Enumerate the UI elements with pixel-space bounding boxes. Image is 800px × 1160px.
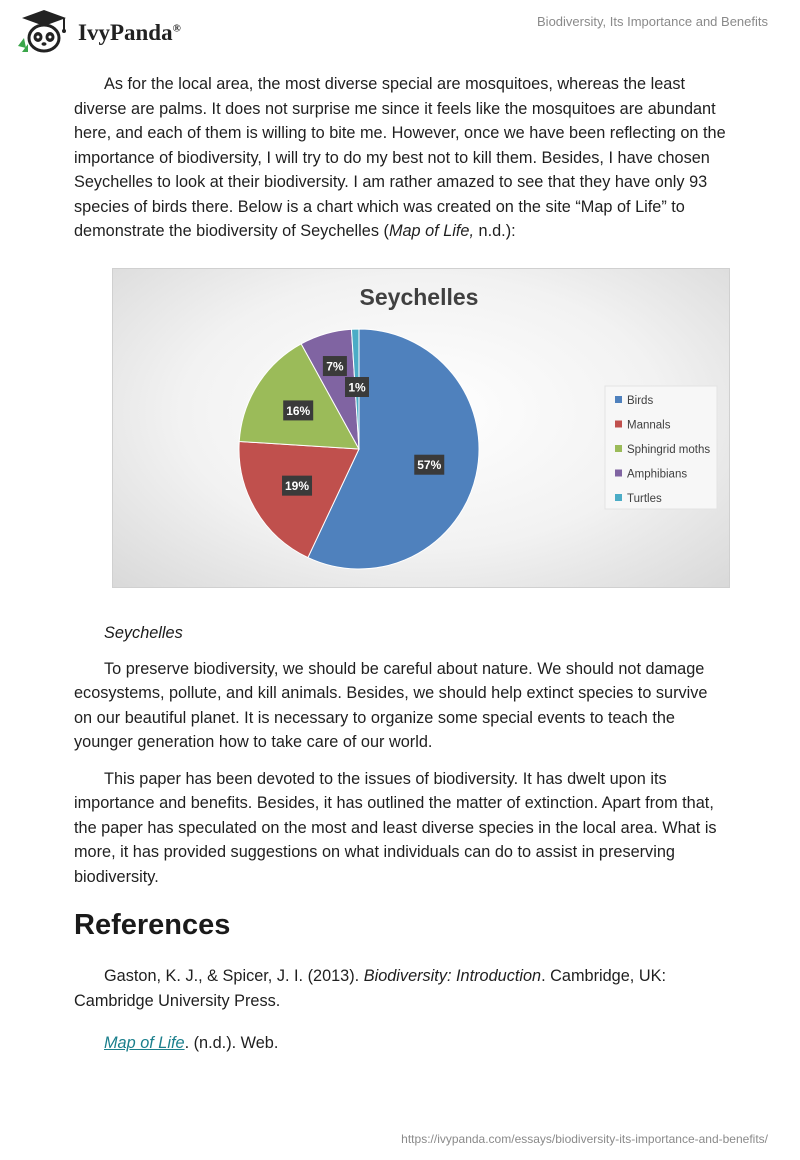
- references-heading: References: [74, 909, 231, 941]
- paragraph-3: This paper has been devoted to the issues of biodiversity. It has dwelt upon its importance and benefits. Besides, it has outlined the matter of extinction. Apart from that, the paper has speculated on the most and least diverse species in the local area. What is more, it has provided suggestions on what individuals can do to assist in preserving biodiversity.: [74, 769, 717, 886]
- data-label-amphibians: [323, 356, 347, 376]
- data-label-sphingrid-moths: [283, 400, 313, 420]
- chart-legend: [605, 386, 717, 509]
- paragraph-1-citation: Map of Life,: [388, 222, 475, 240]
- legend-swatch-birds: [615, 396, 622, 403]
- legend-swatch-turtles: [615, 494, 622, 501]
- document-title: Biodiversity, Its Importance and Benefits: [537, 14, 768, 29]
- paragraph-1-end: n.d.):: [474, 222, 516, 240]
- reference-1-rest: . Cambridge, UK: Cambridge University Press.: [74, 967, 666, 1010]
- paragraph-2: To preserve biodiversity, we should be careful about nature. We should not damage ecosystems, pollute, and kill animals. Besides, we should help extinct species to survive on our beautiful planet. It is necessary to organize some special events to teach the younger generation how to take care of our world.: [74, 659, 708, 751]
- paragraph-1: [74, 72, 730, 244]
- data-label-text: 16%: [286, 403, 311, 418]
- pie-chart-svg: [113, 269, 729, 587]
- seychelles-chart: [112, 268, 730, 588]
- reference-2: [74, 1031, 730, 1056]
- reference-1: [74, 964, 730, 1013]
- reference-1-authors: Gaston, K. J., & Spicer, J. I. (2013).: [104, 967, 364, 985]
- data-label-text: 1%: [348, 380, 366, 394]
- legend-label-amphibians: Amphibians: [627, 468, 688, 480]
- data-label-text: 57%: [417, 457, 442, 472]
- legend-swatch-mannals: [615, 420, 622, 427]
- figure-caption: Seychelles: [104, 623, 183, 642]
- reference-1-title: Biodiversity: Introduction: [363, 967, 542, 985]
- data-label-birds: [414, 454, 444, 474]
- legend-label-mannals: Mannals: [627, 419, 671, 431]
- chart-title: Seychelles: [359, 283, 479, 310]
- legend-swatch-amphibians: [615, 469, 622, 476]
- legend-label-birds: Birds: [627, 394, 654, 407]
- paragraph-1-text: As for the local area, the most diverse special are mosquitoes, whereas the least diverse are palms. It does not surprise me since it feels like the mosquitoes are abundant here, and each of them is willing to bite me. However, once we have been reflecting on the importance of biodiversity, I will try to do my best not to kill them. Besides, I have chosen Seychelles to look at their biodiversity. I am rather amazed to see that they have only 93 species of birds there. Below is a chart which was created on the site “Map of Life” to demonstrate the biodiversity of Seychelles (: [74, 75, 726, 240]
- data-label-mannals: [282, 475, 312, 495]
- brand-name: IvyPanda: [78, 20, 173, 45]
- essay-content: [74, 72, 730, 1074]
- data-label-turtles: [345, 377, 369, 397]
- source-url[interactable]: https://ivypanda.com/essays/biodiversity-its-importance-and-benefits/: [401, 1132, 768, 1146]
- legend-label-sphingrid-moths: Sphingrid moths: [627, 443, 711, 456]
- reference-2-rest: . (n.d.). Web.: [184, 1034, 279, 1052]
- panda-graduate-icon: [14, 8, 74, 54]
- map-of-life-link[interactable]: Map of Life: [104, 1034, 185, 1052]
- page-header: [0, 0, 800, 60]
- legend-swatch-sphingrid-moths: [615, 445, 622, 452]
- pie-slices: [239, 329, 479, 569]
- legend-label-turtles: Turtles: [627, 492, 662, 505]
- data-label-text: 19%: [285, 478, 310, 493]
- brand-registered-mark: ®: [172, 22, 181, 35]
- data-label-text: 7%: [326, 359, 344, 374]
- ivypanda-logo[interactable]: [14, 8, 224, 54]
